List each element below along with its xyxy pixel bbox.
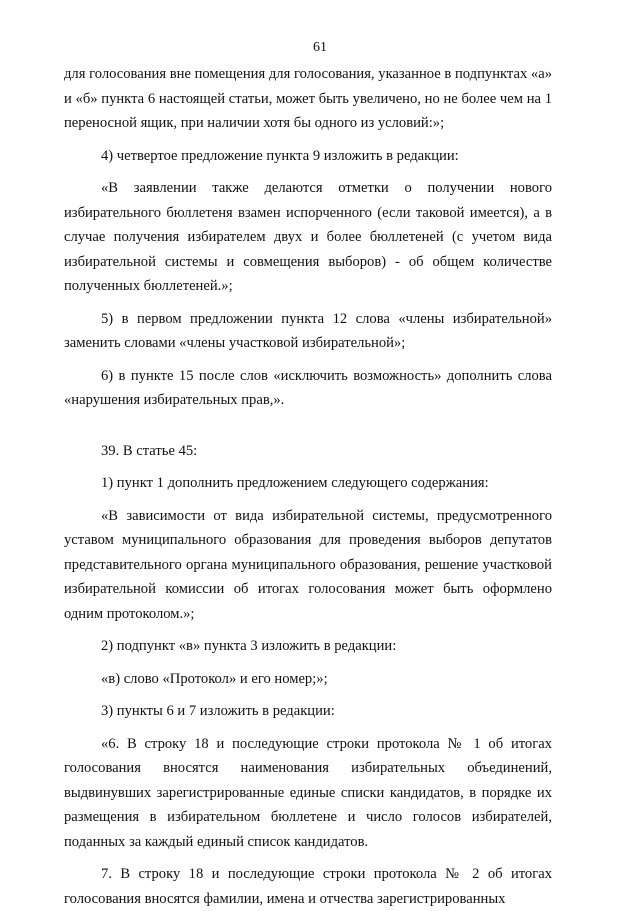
paragraph-item-2: 2) подпункт «в» пункта 3 изложить в редакции: [101, 638, 397, 654]
paragraph-quote-statement: «В заявлении также делаются отметки о получении нового избирательного бюллетеня взамен испорченного (если таковой имеется), а в случае получения избирателем двух и более бюллетеней (с учетом вида избирательной системы и совмещения выборов) - об общем количестве полученных бюллетеней.»; [64, 180, 552, 294]
paragraph-quote-v: «в) слово «Протокол» и его номер;»; [101, 670, 328, 687]
paragraph-item-4: 4) четвертое предложение пункта 9 изложить в редакции: [101, 147, 459, 164]
paragraph-item-5: 5) в первом предложении пункта 12 слова «члены избирательной» заменить словами «члены участковой избирательной»; [64, 310, 552, 351]
paragraph-item-6: 6) в пункте 15 после слов «исключить возможность» дополнить слова «нарушения избирательных прав,». [64, 367, 552, 408]
paragraph-item-1: 1) пункт 1 дополнить предложением следующего содержания: [101, 475, 489, 491]
paragraph-quote-protocol: «В зависимости от вида избирательной системы, предусмотренного уставом муниципального образования для проведения выборов депутатов представительного органа муниципального образования, решение участковой избирательной комиссии об итогах голосования может быть оформлено одним протоколом.»; [64, 507, 552, 622]
page-number: 61 [313, 40, 327, 55]
paragraph-point-7: 7. В строку 18 и последующие строки протокола № 2 об итогах голосования вносятся фамилии, имена и отчества зарегистрированных [64, 866, 552, 907]
document-body [64, 62, 552, 911]
paragraph-point-6: «6. В строку 18 и последующие строки протокола № 1 об итогах голосования вносятся наименования избирательных объединений, выдвинувших зарегистрированные единые списки кандидатов, в порядке их размещения в избирательном бюллетене и число голосов избирателей, поданных за каждый единый список кандидатов. [64, 735, 552, 850]
paragraph-continuation: для голосования вне помещения для голосования, указанное в подпунктах «а» и «б» пункта 6 настоящей статьи, может быть увеличено, но не более чем на 1 переносной ящик, при наличии хотя бы одного из условий:»; [64, 66, 552, 131]
section-heading-39: 39. В статье 45: [101, 442, 198, 459]
paragraph-item-3: 3) пункты 6 и 7 изложить в редакции: [101, 703, 335, 719]
